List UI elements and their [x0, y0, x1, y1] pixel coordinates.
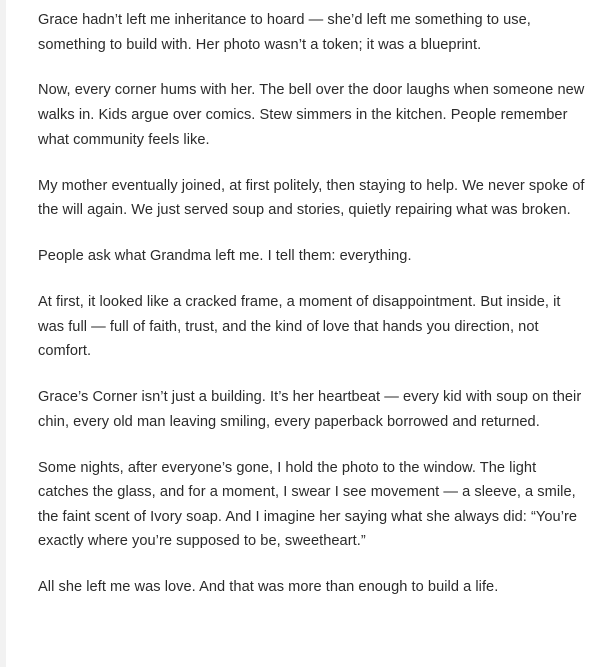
paragraph-6: Grace’s Corner isn’t just a building. It’s her heartbeat — every kid with soup on their chin, every old man leaving smiling, every paperback borrowed and returned.	[38, 389, 582, 430]
paragraph-7: Some nights, after everyone’s gone, I hold the photo to the window. The light catches the glass, and for a moment, I swear I see movement — a sleeve, a smile, the faint scent of Ivory soap. And I imagine her saying what she always did: “You’re exactly where you’re supposed to be, sweetheart.”	[38, 459, 578, 550]
paragraph-4: People ask what Grandma left me. I tell them: everything.	[38, 248, 412, 265]
paragraph-1: Grace hadn’t left me inheritance to hoard — she’d left me something to use, something to build with. Her photo wasn’t a token; it was a blueprint.	[38, 12, 531, 53]
paragraph-3: My mother eventually joined, at first politely, then staying to help. We never spoke of the will again. We just served soup and stories, quietly repairing what was broken.	[38, 177, 585, 219]
paragraph-2: Now, every corner hums with her. The bell over the door laughs when someone new walks in. Kids argue over comics. Stew simmers in the kitchen. People remember what community feels like.	[38, 82, 585, 148]
article-body	[38, 8, 586, 621]
left-border	[0, 0, 6, 667]
paragraph-8: All she left me was love. And that was more than enough to build a life.	[38, 579, 499, 596]
paragraph-5: At first, it looked like a cracked frame, a moment of disappointment. But inside, it was full — full of faith, trust, and the kind of love that hands you direction, not comfort.	[38, 293, 561, 360]
